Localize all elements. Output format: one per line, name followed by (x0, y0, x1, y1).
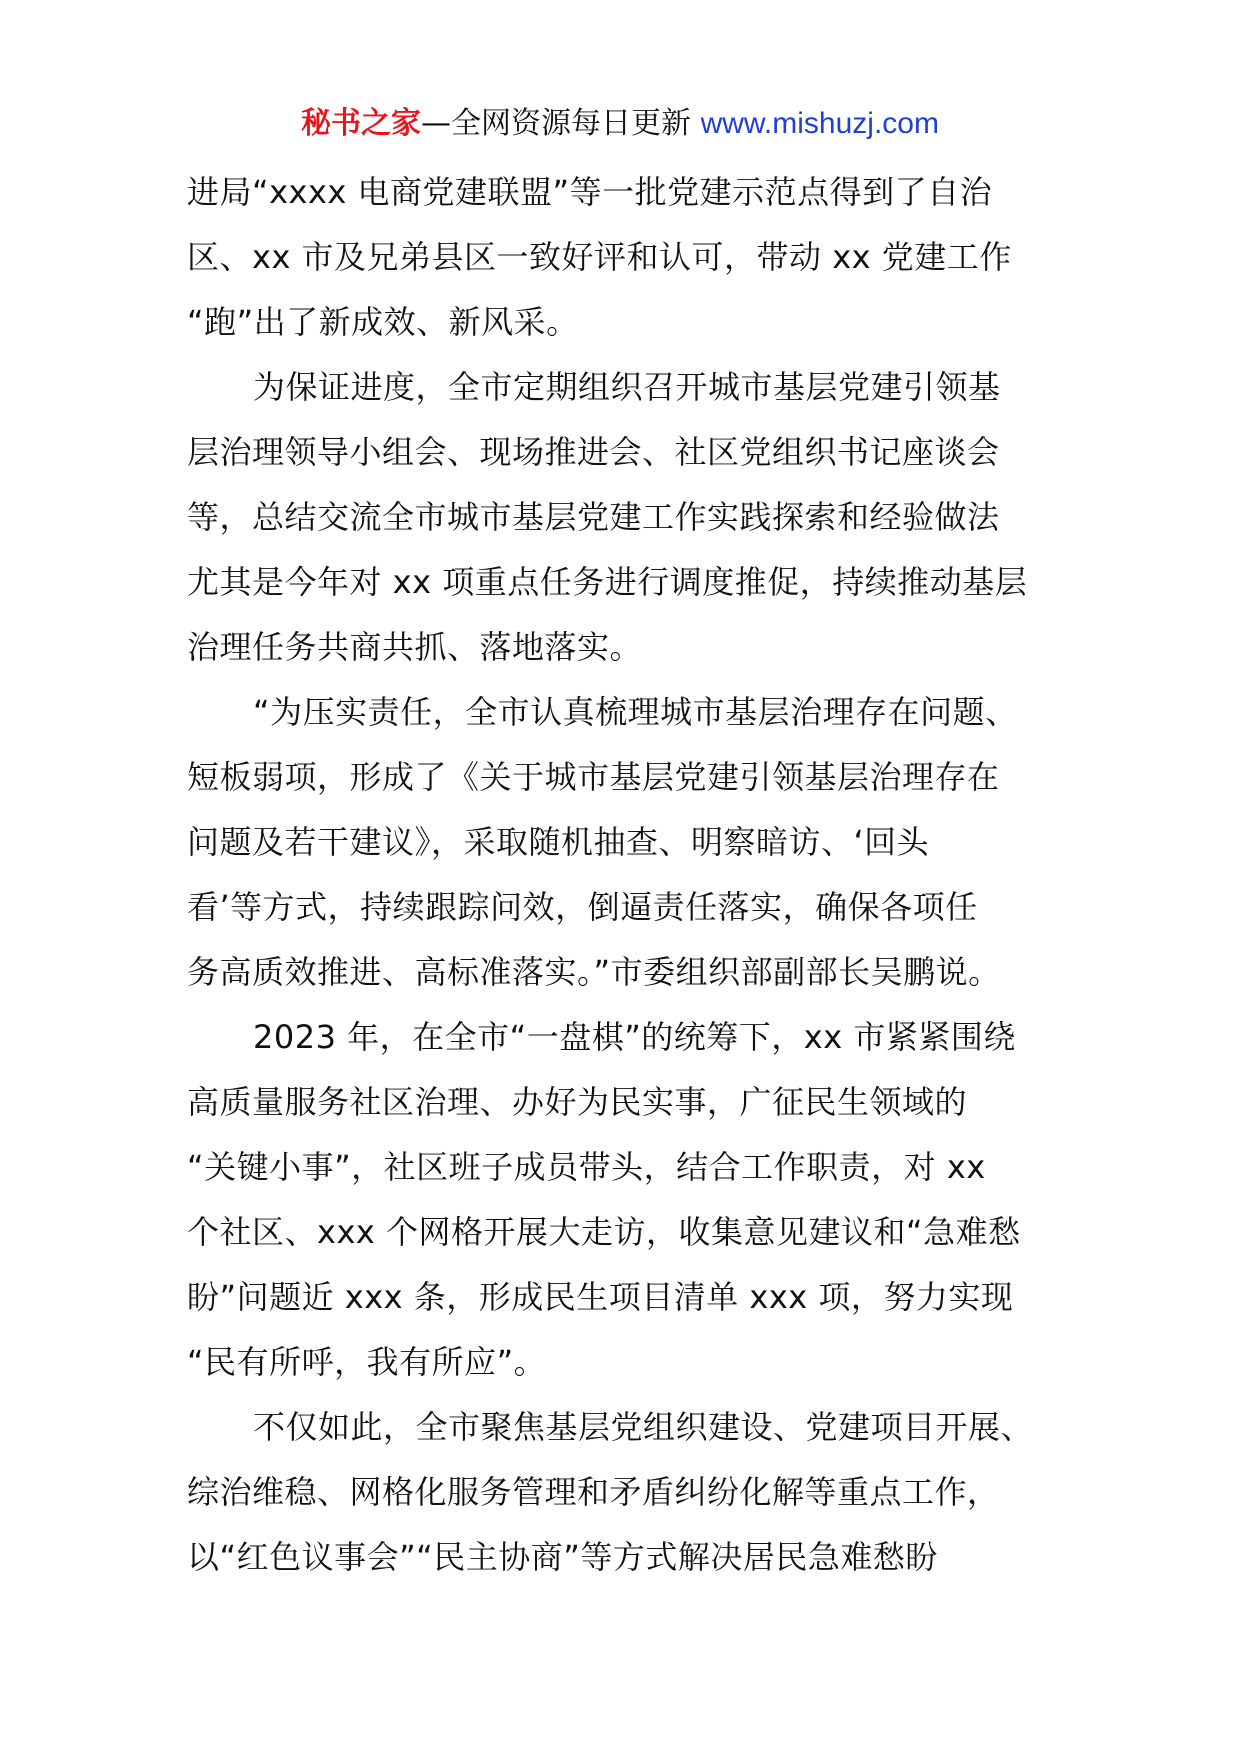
text-line: 盼”问题近 xxx 条，形成民生项目清单 xxx 项，努力实现 (187, 1278, 1014, 1316)
site-header (0, 104, 1240, 144)
brand-name: 秘书之家 (301, 106, 422, 141)
text-line: 综治维稳、网格化服务管理和矛盾纠纷化解等重点工作， (187, 1473, 1000, 1511)
text-line: 进局“xxxx 电商党建联盟”等一批党建示范点得到了自治 (187, 173, 993, 211)
text-line: 个社区、xxx 个网格开展大走访，收集意见建议和“急难愁 (187, 1213, 1021, 1251)
text-line: 尤其是今年对 xx 项重点任务进行调度推促，持续推动基层 (187, 563, 1028, 601)
paragraph-first-line: 为保证进度，全市定期组织召开城市基层党建引领基 (253, 368, 1001, 406)
text-line: 看’等方式，持续跟踪问效，倒逼责任落实，确保各项任 (187, 888, 978, 926)
paragraph-first-line: “为压实责任，全市认真梳理城市基层治理存在问题、 (253, 693, 1018, 731)
text-line: 等，总结交流全市城市基层党建工作实践探索和经验做法 (187, 498, 1000, 536)
text-line: “跑”出了新成效、新风采。 (187, 303, 579, 341)
text-line: 以“红色议事会”“民主协商”等方式解决居民急难愁盼 (187, 1538, 938, 1576)
paragraph-first-line: 不仅如此，全市聚焦基层党组织建设、党建项目开展、 (253, 1408, 1034, 1446)
article-body (187, 160, 1067, 1590)
text-line: 务高质效推进、高标准落实。”市委组织部副部长吴鹏说。 (187, 953, 1001, 991)
text-line: 层治理领导小组会、现场推进会、社区党组织书记座谈会 (187, 433, 1000, 471)
text-line: 问题及若干建议》，采取随机抽查、明察暗访、‘回头 (187, 823, 930, 861)
text-line: “关键小事”，社区班子成员带头，结合工作职责，对 xx (187, 1148, 986, 1186)
text-line: 治理任务共商共抓、落地落实。 (187, 628, 643, 666)
text-line: “民有所呼，我有所应”。 (187, 1343, 547, 1381)
header-tagline: —全网资源每日更新 (421, 106, 701, 141)
text-line: 区、xx 市及兄弟县区一致好评和认可，带动 xx 党建工作 (187, 238, 1012, 276)
text-line: 高质量服务社区治理、办好为民实事，广征民生领域的 (187, 1083, 968, 1121)
site-url-link[interactable]: www.mishuzj.com (700, 107, 939, 140)
text-line: 短板弱项，形成了《关于城市基层党建引领基层治理存在 (187, 758, 1000, 796)
paragraph-first-line: 2023 年，在全市“一盘棋”的统筹下，xx 市紧紧围绕 (253, 1018, 1016, 1056)
